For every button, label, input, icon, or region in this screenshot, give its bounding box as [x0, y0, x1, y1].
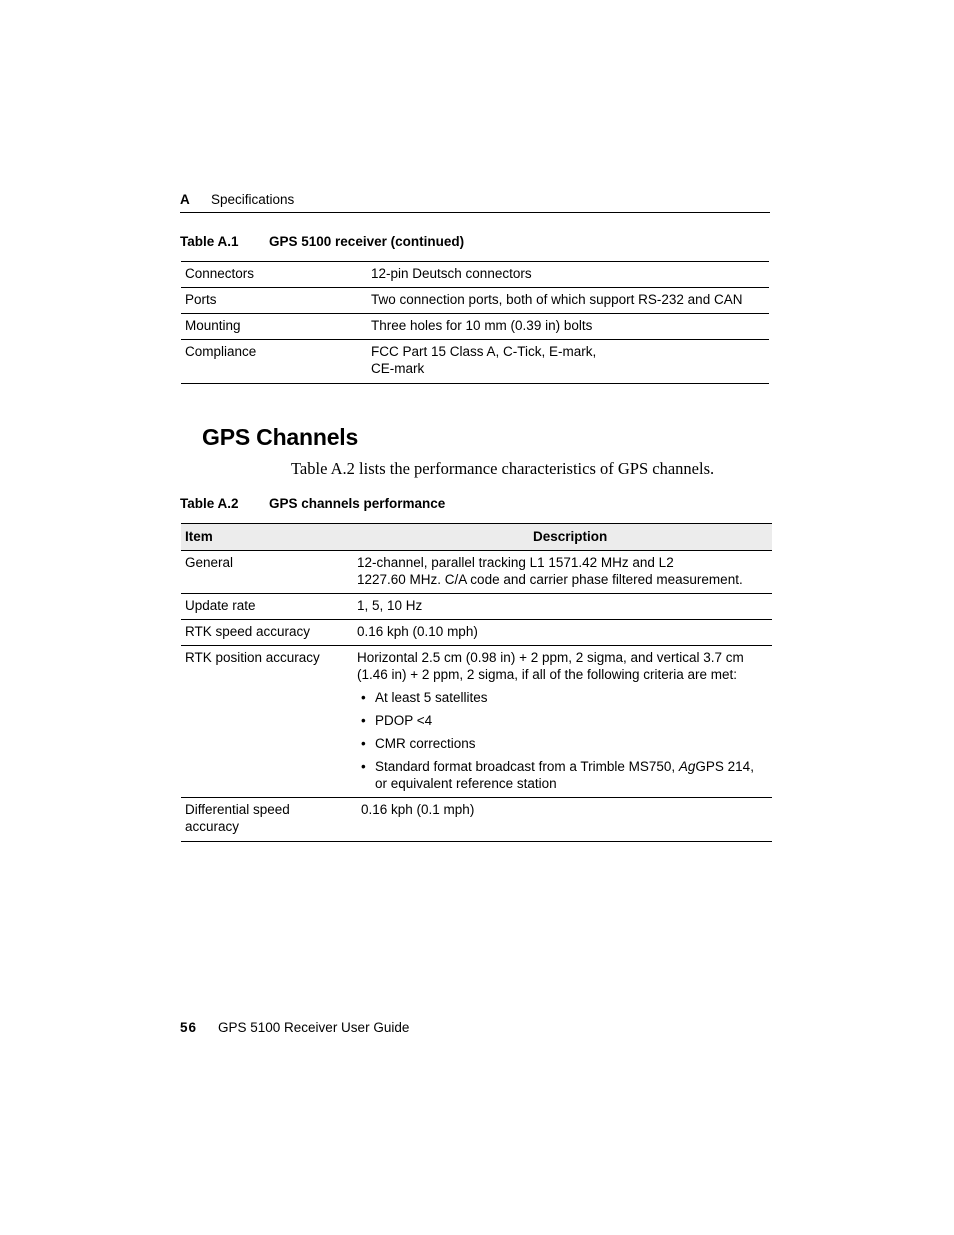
list-item: [357, 712, 767, 729]
description-line: FCC Part 15 Class A, C-Tick, E-mark,: [371, 344, 597, 359]
item-line: Differential speed: [185, 802, 290, 817]
chapter-letter: A: [180, 192, 190, 207]
section-intro: Table A.2 lists the performance characteristics of GPS channels.: [291, 459, 715, 478]
row-item: RTK position accuracy: [185, 650, 320, 665]
bullet-icon: •: [361, 690, 366, 705]
table-header-row: [181, 524, 772, 551]
header-rule: [180, 212, 770, 213]
description-line: CE-mark: [371, 361, 425, 376]
row-description: Two connection ports, both of which support RS-232 and CAN: [371, 292, 743, 307]
row-description: [371, 343, 769, 377]
description-line: 0.16 kph (0.1 mph): [361, 802, 475, 817]
table-gps5100-receiver: [181, 261, 769, 384]
row-item: Ports: [185, 292, 217, 307]
row-description: Three holes for 10 mm (0.39 in) bolts: [371, 318, 593, 333]
list-item-text: [375, 759, 754, 791]
row-item: Update rate: [185, 598, 256, 613]
table-row: [181, 646, 772, 798]
row-item: Connectors: [185, 266, 255, 281]
table-row: [181, 262, 769, 288]
page-number: 56: [180, 1020, 198, 1035]
text-run: GPS 214,: [695, 759, 754, 774]
table-row: [181, 594, 772, 620]
row-item: General: [185, 555, 234, 570]
row-description: 1, 5, 10 Hz: [357, 598, 423, 613]
row-item: Mounting: [185, 318, 241, 333]
table-row: [181, 620, 772, 646]
table-gps-channels-performance: [181, 523, 772, 842]
column-header-item: Item: [185, 529, 213, 544]
row-item: [185, 801, 345, 835]
row-description: [357, 554, 767, 588]
bullet-icon: •: [361, 759, 366, 774]
description-line: 1227.60 MHz. C/A code and carrier phase filtered measurement.: [357, 572, 743, 587]
column-header-description: Description: [533, 529, 608, 544]
list-item-text: PDOP <4: [375, 713, 433, 728]
row-item: RTK speed accuracy: [185, 624, 311, 639]
table1-label: Table A.1: [180, 234, 239, 249]
item-line: accuracy: [185, 819, 240, 834]
table-row: [181, 340, 769, 384]
table-row: [181, 798, 772, 842]
row-spacer: [361, 818, 771, 835]
row-description: [361, 801, 771, 835]
table-row: [181, 314, 769, 340]
list-item: [357, 735, 767, 752]
chapter-title: Specifications: [211, 192, 295, 207]
bullet-icon: •: [361, 736, 366, 751]
text-run: Standard format broadcast from a Trimble MS750,: [375, 759, 679, 774]
description-line: (1.46 in) + 2 ppm, 2 sigma, if all of the following criteria are met:: [357, 667, 738, 682]
list-item-text: CMR corrections: [375, 736, 476, 751]
list-item: [357, 689, 767, 706]
row-item: Compliance: [185, 344, 257, 359]
list-item: [357, 758, 767, 792]
table-row: [181, 288, 769, 314]
row-description: 12-pin Deutsch connectors: [371, 266, 532, 281]
section-heading: GPS Channels: [202, 424, 359, 450]
document-title: GPS 5100 Receiver User Guide: [218, 1020, 410, 1035]
table1-title: GPS 5100 receiver (continued): [269, 234, 465, 249]
criteria-list: [357, 689, 767, 792]
text-run: or equivalent reference station: [375, 776, 557, 791]
bullet-icon: •: [361, 713, 366, 728]
list-item-text: At least 5 satellites: [375, 690, 488, 705]
table-row: [181, 551, 772, 594]
text-run-italic: Ag: [678, 759, 696, 774]
table2-label: Table A.2: [180, 496, 239, 511]
description-line: 12-channel, parallel tracking L1 1571.42 MHz and L2: [357, 555, 674, 570]
table2-title: GPS channels performance: [269, 496, 446, 511]
description-line: Horizontal 2.5 cm (0.98 in) + 2 ppm, 2 sigma, and vertical 3.7 cm: [357, 650, 744, 665]
row-description: 0.16 kph (0.10 mph): [357, 624, 478, 639]
row-description: [357, 649, 767, 792]
